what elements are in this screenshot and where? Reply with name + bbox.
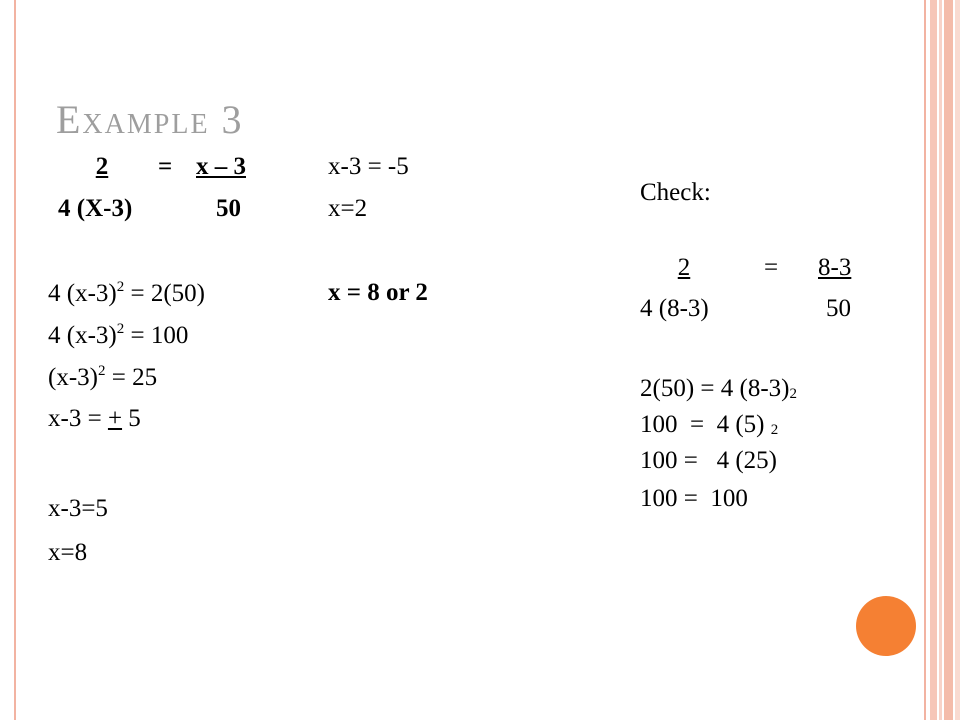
check-step-1: 2(50) = 4 (8-3)2: [640, 375, 797, 402]
check-fraction-numerator: 2: [677, 254, 691, 281]
check-step-3: 100 = 4 (25): [640, 447, 777, 474]
step-simplify: 4 $(x-3)^2 = 100$: [48, 321, 189, 349]
check-fraction-equals: =: [764, 254, 779, 281]
check-step-4: 100 = 100: [640, 485, 748, 512]
fraction-numerator: 2: [95, 153, 109, 180]
decor-stripe: [939, 0, 942, 720]
slide-title: Example 3: [56, 97, 244, 142]
decor-stripe: [955, 0, 960, 720]
check-label: Check:: [640, 179, 711, 206]
fraction-rhs-numerator: x – 3: [196, 153, 246, 180]
decor-stripe: [930, 0, 937, 720]
check-fraction-rhs-numerator: 8-3: [818, 254, 852, 281]
check-fraction-denominator: 4 (8-3): [640, 295, 709, 322]
step-negative-solution: x=2: [328, 195, 368, 222]
step-cross-multiply: 4 $(x-3)^2 = 2(50)$: [48, 279, 205, 307]
step-square-root: x-3 = + 5: [48, 405, 141, 432]
fraction-equals: =: [158, 153, 173, 180]
step-positive-solution: x=8: [48, 539, 88, 566]
step-positive-case: x-3=5: [48, 495, 108, 522]
step-divide: $(x-3)^2 = 25$: [48, 363, 158, 391]
final-answer: x = 8 or 2: [328, 279, 428, 306]
fraction-rhs-denominator: 50: [216, 195, 241, 222]
check-step-2: 100 = 4 (5) 2: [640, 411, 779, 438]
check-fraction-rhs-denominator: 50: [826, 295, 851, 322]
orange-circle-decoration: [856, 596, 916, 656]
fraction-denominator: 4 (X-3): [58, 195, 133, 222]
step-negative-case: x-3 = -5: [328, 153, 409, 180]
decor-stripe: [944, 0, 953, 720]
